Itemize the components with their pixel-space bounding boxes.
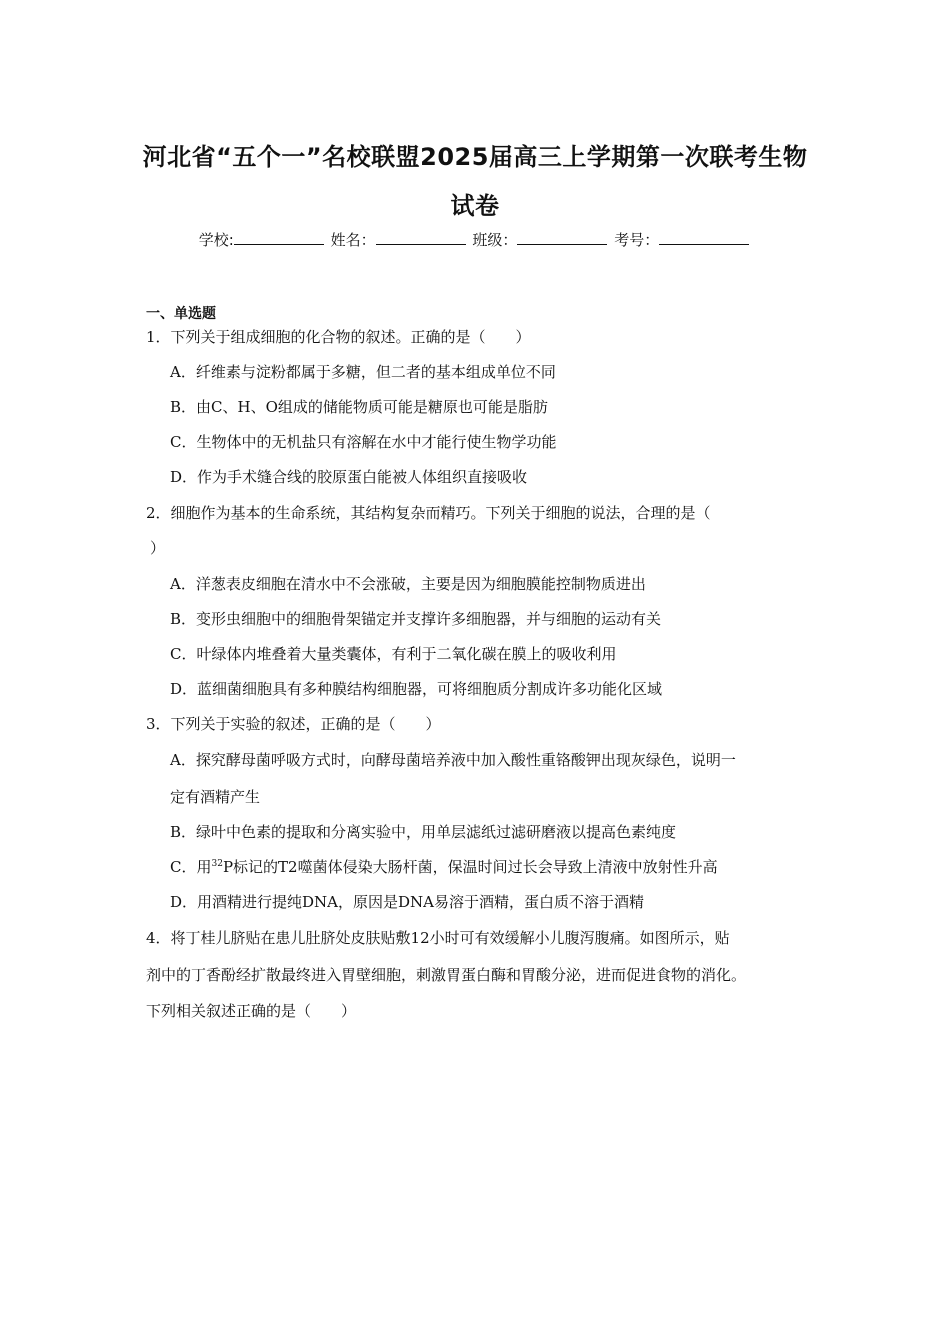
section-title: 一、单选题 <box>146 306 216 322</box>
question-3-option-d: D．用酒精进行提纯DNA，原因是DNA易溶于酒精，蛋白质不溶于酒精 <box>170 893 644 911</box>
exam-number-label: 考号： <box>614 231 660 249</box>
question-2-option-a: A．洋葱表皮细胞在清水中不会涨破，主要是因为细胞膜能控制物质进出 <box>170 575 646 593</box>
school-blank <box>234 230 324 245</box>
isotope-superscript: 32 <box>211 859 223 869</box>
question-3-stem: 3．下列关于实验的叙述，正确的是（ ） <box>146 715 441 733</box>
question-4-stem-line-1: 4．将丁桂儿脐贴在患儿肚脐处皮肤贴敷12小时可有效缓解小儿腹泻腹痛。如图所示，贴 <box>146 929 730 947</box>
question-3-option-c-prefix: C．用 <box>170 858 212 876</box>
question-2-stem-line-1: 2．细胞作为基本的生命系统，其结构复杂而精巧。下列关于细胞的说法，合理的是（ <box>146 504 711 522</box>
class-label: 班级： <box>472 231 518 249</box>
question-3-option-b: B．绿叶中色素的提取和分离实验中，用单层滤纸过滤研磨液以提高色素纯度 <box>170 823 677 841</box>
question-3-option-c <box>170 857 718 877</box>
name-label: 姓名： <box>330 231 376 249</box>
class-blank <box>517 230 607 245</box>
question-3-option-a-line-1: A．探究酵母菌呼吸方式时，向酵母菌培养液中加入酸性重铬酸钾出现灰绿色，说明一 <box>170 751 736 769</box>
question-1-stem: 1．下列关于组成细胞的化合物的叙述。正确的是（ ） <box>146 328 531 346</box>
question-3-option-a-line-2: 定有酒精产生 <box>170 788 261 806</box>
question-1-option-c: C．生物体中的无机盐只有溶解在水中才能行使生物学功能 <box>170 433 557 451</box>
student-info-row <box>0 229 950 250</box>
question-1-option-b: B．由C、H、O组成的储能物质可能是糖原也可能是脂肪 <box>170 398 548 416</box>
question-2-option-b: B．变形虫细胞中的细胞骨架锚定并支撑许多细胞器，并与细胞的运动有关 <box>170 610 662 628</box>
question-1-option-d: D．作为手术缝合线的胶原蛋白能被人体组织直接吸收 <box>170 468 528 486</box>
question-2-option-d: D．蓝细菌细胞具有多种膜结构细胞器，可将细胞质分割成许多功能化区域 <box>170 680 663 698</box>
page-title-line-2: 试卷 <box>450 192 500 220</box>
question-3-option-c-rest: P标记的T2噬菌体侵染大肠杆菌，保温时间过长会导致上清液中放射性升高 <box>222 858 718 876</box>
name-blank <box>376 230 466 245</box>
school-label: 学校: <box>198 231 234 249</box>
question-4-stem-line-3: 下列相关叙述正确的是（ ） <box>146 1002 357 1020</box>
question-2-stem-line-2: ） <box>150 539 166 557</box>
question-1-option-a: A．纤维素与淀粉都属于多糖，但二者的基本组成单位不同 <box>170 363 556 381</box>
exam-number-blank <box>659 230 749 245</box>
question-2-option-c: C．叶绿体内堆叠着大量类囊体，有利于二氧化碳在膜上的吸收利用 <box>170 645 617 663</box>
question-4-stem-line-2: 剂中的丁香酚经扩散最终进入胃壁细胞，刺激胃蛋白酶和胃酸分泌，进而促进食物的消化。 <box>146 966 747 984</box>
page-title-line-1: 河北省“五个一”名校联盟2025届高三上学期第一次联考生物 <box>142 143 808 171</box>
